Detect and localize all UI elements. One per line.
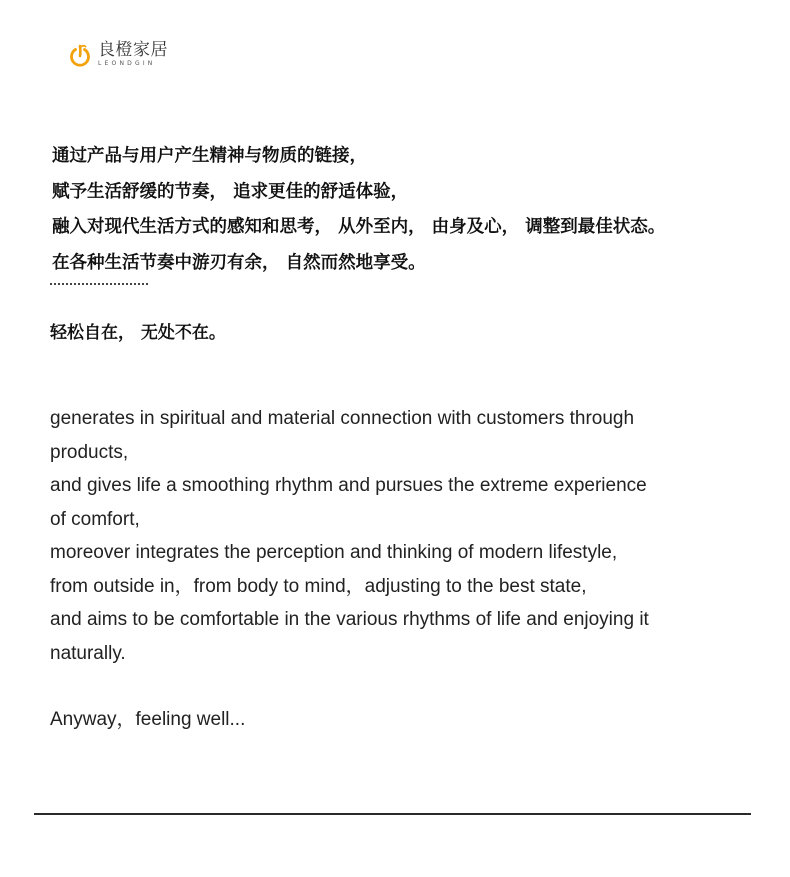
orange-power-icon <box>68 43 92 67</box>
closing-line: Anyway，feeling well... <box>50 709 246 730</box>
divider <box>34 813 751 815</box>
english-line: and gives life a smoothing rhythm and pursues the extreme experience <box>50 475 647 496</box>
chinese-line: 通过产品与用户产生精神与物质的链接， <box>52 146 367 166</box>
brand-logo <box>68 42 168 67</box>
clipped-text-remnant <box>50 283 148 289</box>
english-line: products, <box>50 441 129 463</box>
chinese-line: 赋予生活舒缓的节奏， 追求更佳的舒适体验， <box>52 181 409 202</box>
english-line: moreover integrates the perception and thinking of modern lifestyle, <box>50 542 618 563</box>
slogan: 轻松自在， 无处不在。 <box>50 323 226 343</box>
chinese-line: 融入对现代生活方式的感知和思考， 从外至内， 由身及心， 调整到最佳状态。 <box>52 217 666 237</box>
english-paragraph <box>50 402 750 670</box>
english-line: and aims to be comfortable in the various rhythms of life and enjoying it <box>50 609 649 630</box>
chinese-paragraph <box>52 139 772 281</box>
english-line: generates in spiritual and material connection with customers through <box>50 408 635 429</box>
brand-name-cn: 良橙家居 <box>98 40 168 60</box>
english-line: naturally. <box>50 642 126 664</box>
chinese-line: 在各种生活节奏中游刃有余， 自然而然地享受。 <box>52 252 426 273</box>
brand-name-en: LEONDGIN <box>98 60 156 67</box>
english-line: from outside in，from body to mind，adjusting to the best state, <box>50 575 587 597</box>
english-line: of comfort, <box>50 508 140 530</box>
